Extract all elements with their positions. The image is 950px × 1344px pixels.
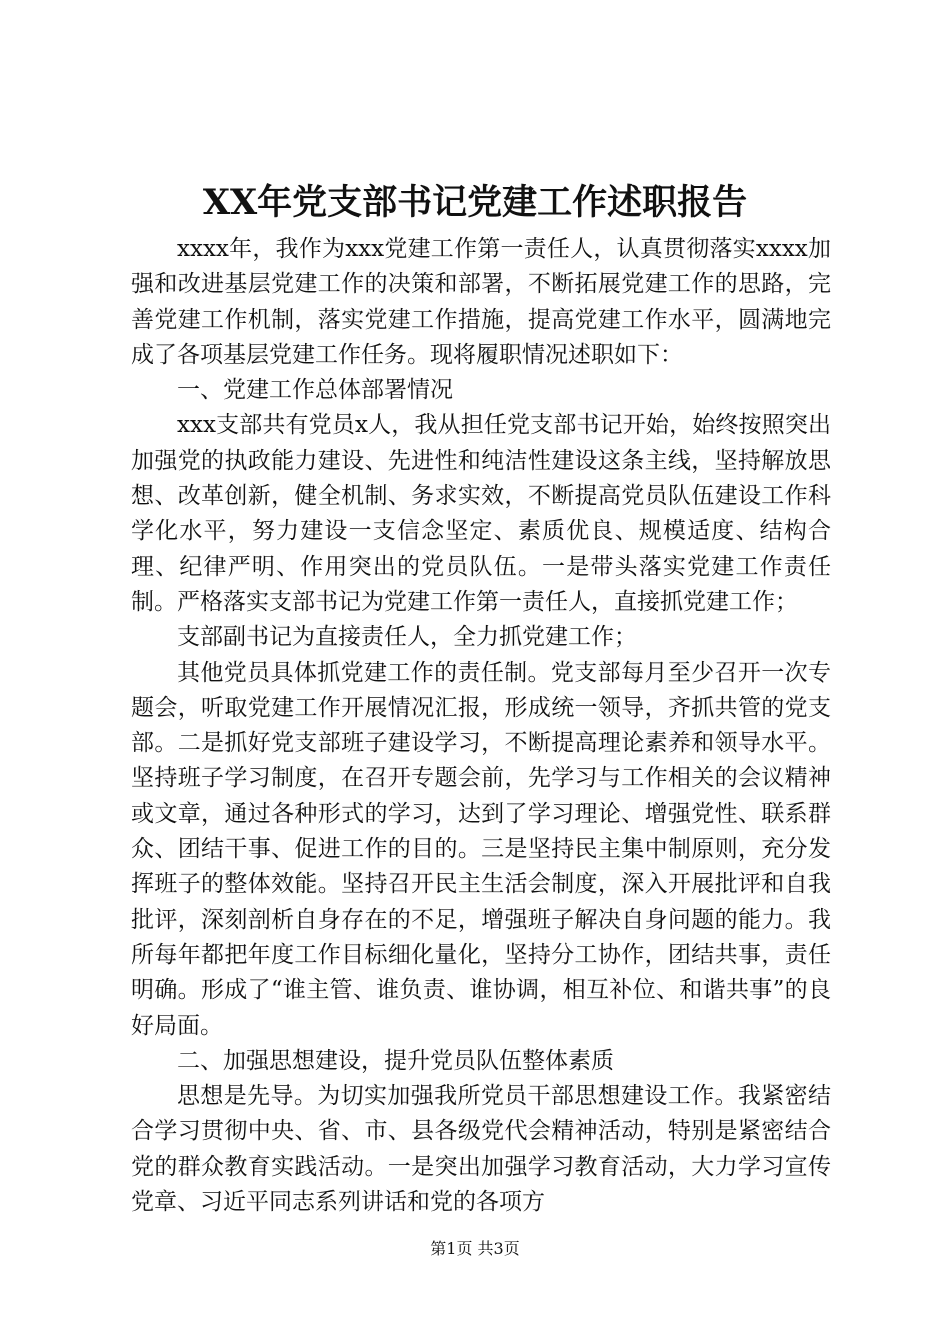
paragraph-intro: xxxx年，我作为xxx党建工作第一责任人，认真贯彻落实xxxx加强和改进基层党建工作的决策和部署，不断拓展党建工作的思路，完善党建工作机制，落实党建工作措施，提高党建工作水平，圆满地完成了各项基层党建工作任务。现将履职情况述职如下： xyxy=(131,236,831,368)
section-heading-1: 一、党建工作总体部署情况 xyxy=(177,377,453,404)
paragraph-section-1: xxx支部共有党员x人，我从担任党支部书记开始，始终按照突出加强党的执政能力建设、先进性和纯洁性建设这条主线，坚持解放思想、改革创新，健全机制、务求实效，不断提高党员队伍建设工作科学化水平，努力建设一支信念坚定、素质优良、规模适度、结构合理、纪律严明、作用突出的党员队伍。一是带头落实党建工作责任制。严格落实支部书记为党建工作第一责任人，直接抓党建工作； xyxy=(131,412,831,615)
paragraph-responsibility: 其他党员具体抓党建工作的责任制。党支部每月至少召开一次专题会，听取党建工作开展情况汇报，形成统一领导，齐抓共管的党支部。二是抓好党支部班子建设学习，不断提高理论素养和领导水平。坚持班子学习制度，在召开专题会前，先学习与工作相关的会议精神或文章，通过各种形式的学习，达到了学习理论、增强党性、联系群众、团结干事、促进工作的目的。三是坚持民主集中制原则，充分发挥班子的整体效能。坚持召开民主生活会制度，深入开展批评和自我批评，深刻剖析自身存在的不足，增强班子解决自身问题的能力。我所每年都把年度工作目标细化量化，坚持分工协作，团结共事，责任明确。形成了“谁主管、谁负责、谁协调，相互补位、和谐共事”的良好局面。 xyxy=(131,659,831,1039)
document-body xyxy=(131,232,831,1220)
section-heading-2: 二、加强思想建设，提升党员队伍整体素质 xyxy=(177,1047,614,1074)
page-footer: 第1页 共3页 xyxy=(430,1239,520,1258)
paragraph-deputy-secretary: 支部副书记为直接责任人，全力抓党建工作； xyxy=(177,624,637,651)
document-title: XX年党支部书记党建工作述职报告 xyxy=(202,182,748,223)
paragraph-section-2: 思想是先导。为切实加强我所党员干部思想建设工作。我紧密结合学习贯彻中央、省、市、县各级党代会精神活动，特别是紧密结合党的群众教育实践活动。一是突出加强学习教育活动，大力学习宣传党章、习近平同志系列讲话和党的各项方 xyxy=(131,1083,831,1216)
